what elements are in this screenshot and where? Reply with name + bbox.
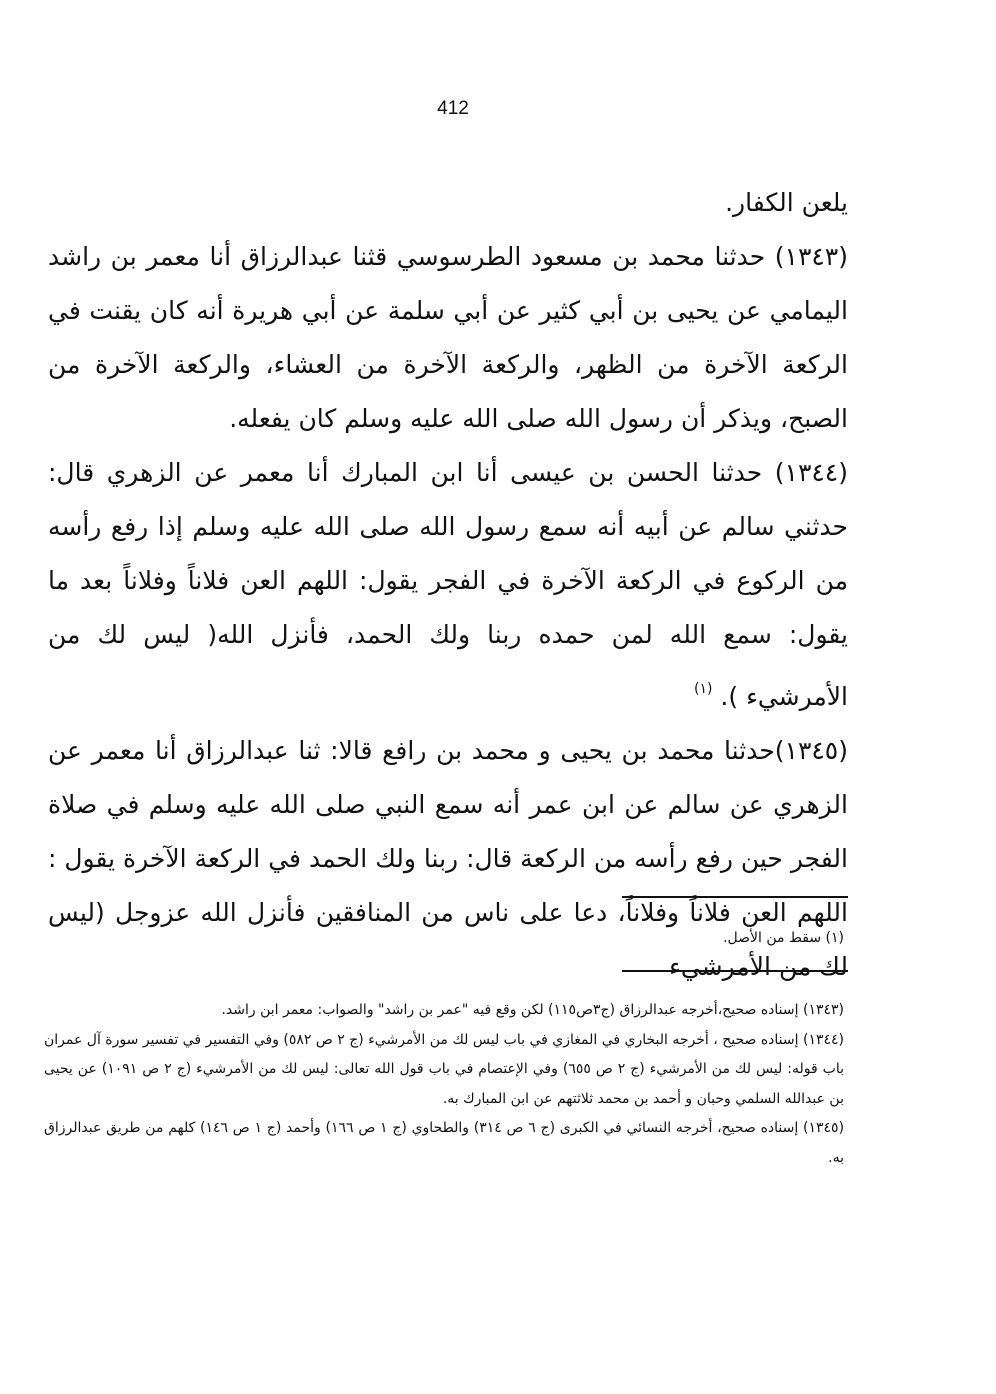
footnote-separator (622, 896, 848, 898)
notes-separator (622, 970, 848, 972)
hadith-1343: (١٣٤٣) حدثنا محمد بن مسعود الطرسوسي قثنا عبدالرزاق أنا معمر بن راشد اليمامي عن يحيى بن أبي كثير عن أبي سلمة عن أبي هريرة أنه كان يقنت في الركعة الآخرة من الظهر، والركعة الآخرة من العشاء، والركعة الآخرة من الصبح، ويذكر أن رسول الله صلى الله عليه وسلم كان يفعله. (48, 242, 848, 433)
note-1343: (١٣٤٣) إسناده صحيح،أخرجه عبدالرزاق (ج٣ص١١٥) لكن وقع فيه "عمر بن راشد" والصواب: معمر ابن راشد. (221, 1002, 844, 1018)
footnote: (١) سقط من الأصل. (723, 930, 844, 946)
takhrij-notes (44, 996, 844, 1173)
note-1344: (١٣٤٤) إسناده صحيح ، أخرجه البخاري في المغازي في باب ليس لك من الأمرشيء (ج ٢ ص ٥٨٢) وفي التفسير في تفسير سورة آل عمران باب قوله: ليس لك من الأمرشيء (ج ٢ ص ٦٥٥) وفي الإعتصام في باب قول الله تعالى: ليس لك من الأمرشيء (ج ٢ ص ١٠٩١) عن يحيى بن عبدالله السلمي وحبان و أحمد بن محمد ثلاثتهم عن ابن المبارك به. (44, 1031, 844, 1107)
paragraph-intro: يلعن الكفار. (725, 188, 848, 217)
note-1345: (١٣٤٥) إسناده صحيح، أخرجه النسائي في الكبرى (ج ٦ ص ٣١٤) والطحاوي (ج ١ ص ١٦٦) وأحمد (ج ١ ص ١٤٦) كلهم من طريق عبدالرزاق به. (44, 1120, 845, 1166)
main-text (48, 176, 848, 994)
hadith-1344-text: (١٣٤٤) حدثنا الحسن بن عيسى أنا ابن المبارك أنا معمر عن الزهري قال: حدثني سالم عن أبيه أنه سمع رسول الله صلى الله عليه وسلم إذا رفع رأسه من الركوع في الركعة الآخرة في الفجر يقول: اللهم العن فلاناً وفلاناً بعد ما يقول: سمع الله لمن حمده ربنا ولك الحمد، فأنزل الله( ليس لك من الأمرشيء ). (48, 458, 848, 711)
hadith-1344 (48, 446, 848, 724)
page-number: 412 (437, 98, 469, 119)
hadith-1345: (١٣٤٥)حدثنا محمد بن يحيى و محمد بن رافع قالا: ثنا عبدالرزاق أنا معمر عن الزهري عن سالم عن ابن عمر أنه سمع النبي صلى الله عليه وسلم في صلاة الفجر حين رفع رأسه من الركعة قال: ربنا ولك الحمد في الركعة الآخرة يقول : اللهم العن فلاناً وفلاناً، دعا على ناس من المنافقين فأنزل الله عزوجل (ليس لك من الأمرشيء (48, 736, 848, 981)
footnote-marker: (١) (694, 681, 713, 697)
